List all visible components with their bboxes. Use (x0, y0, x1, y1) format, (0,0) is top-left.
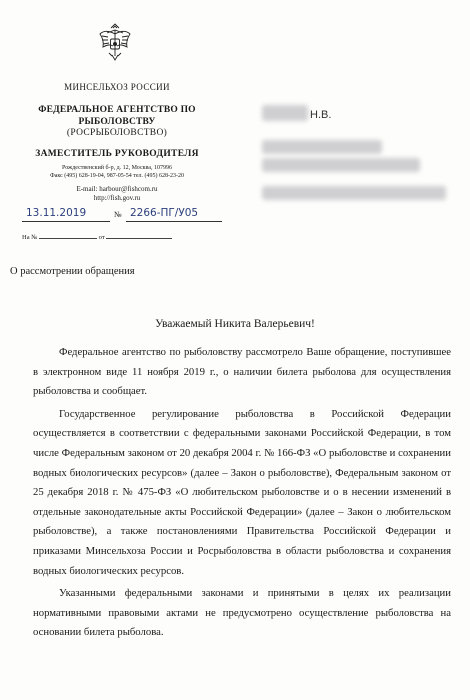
website-line: http://fish.gov.ru (93, 194, 141, 202)
ref-date-label: от (98, 234, 105, 241)
redacted-surname (262, 105, 308, 121)
coat-of-arms-icon (98, 22, 132, 62)
recipient-initials: Н.В. (310, 109, 332, 121)
reference-line (22, 232, 172, 241)
ref-date-blank (106, 232, 172, 239)
redacted-address-line (262, 186, 446, 200)
agency-name (18, 104, 216, 128)
letter-number: 2266-ПГ/У05 (130, 207, 199, 219)
agency-address (18, 164, 216, 180)
greeting: Уважаемый Никита Валерьевич! (155, 318, 315, 330)
phone-fax-line: Факс (495) 628-19-04, 987-05-54 тел. (495) 628-23-20 (49, 173, 185, 179)
body-paragraph: Государственное регулирование рыболовства в Российской Федерации осуществляется в соответствии с федеральными законами Российской Федерации, в том числе Федеральным законом от 20 декабря 2004 г. № 166-ФЗ «О рыболовстве и сохранении водных биологических ресурсов» (далее – Закон о рыболовстве), Федеральным законом от 25 декабря 2018 г. № 475-ФЗ «О любительском рыболовстве и о в несении изменений в отдельные законодательные акты Российской Федерации» (далее – Закон о любительском рыболовстве), а также постановлениями Правительства Российской Федерации и приказами Минсельхоза России и Росрыболовства в области рыболовства и сохранения водных биологических ресурсов. (33, 407, 451, 577)
agency-name-line1: ФЕДЕРАЛЬНОЕ АГЕНТСТВО ПО (38, 105, 196, 115)
body-paragraph: Указанными федеральными законами и принятыми в целях их реализации нормативными правовыми актами не предусмотрено осуществление рыболовства на основании билета рыболова. (33, 587, 451, 639)
ministry-name: МИНСЕЛЬХОЗ РОССИИ (64, 82, 170, 92)
number-underline (126, 221, 222, 222)
redacted-address-line (262, 158, 420, 172)
letter-subject: О рассмотрении обращения (10, 266, 135, 277)
registration-stamp (22, 209, 222, 223)
agency-contacts (18, 185, 216, 203)
agency-short-name: (РОСРЫБОЛОВСТВО) (66, 128, 168, 138)
ref-number-blank (39, 232, 97, 239)
letter-body (33, 343, 451, 643)
body-paragraph: Федеральное агентство по рыболовству рассмотрело Ваше обращение, поступившее в электронном виде 11 ноября 2019 г., о наличии билета рыболова для осуществления рыболовства и сообщает. (33, 346, 451, 398)
address-line: Рождественский б-р, д. 12, Москва, 107996 (62, 165, 172, 171)
ref-number-label: На № (22, 234, 38, 241)
number-sign: № (114, 210, 122, 219)
redacted-address-line (262, 140, 382, 154)
email-line: E-mail: harbour@fishcom.ru (76, 185, 158, 193)
agency-name-line2: РЫБОЛОВСТВУ (78, 117, 156, 127)
signer-position: ЗАМЕСТИТЕЛЬ РУКОВОДИТЕЛЯ (35, 149, 199, 159)
letter-date: 13.11.2019 (26, 207, 87, 219)
date-underline (22, 221, 110, 222)
